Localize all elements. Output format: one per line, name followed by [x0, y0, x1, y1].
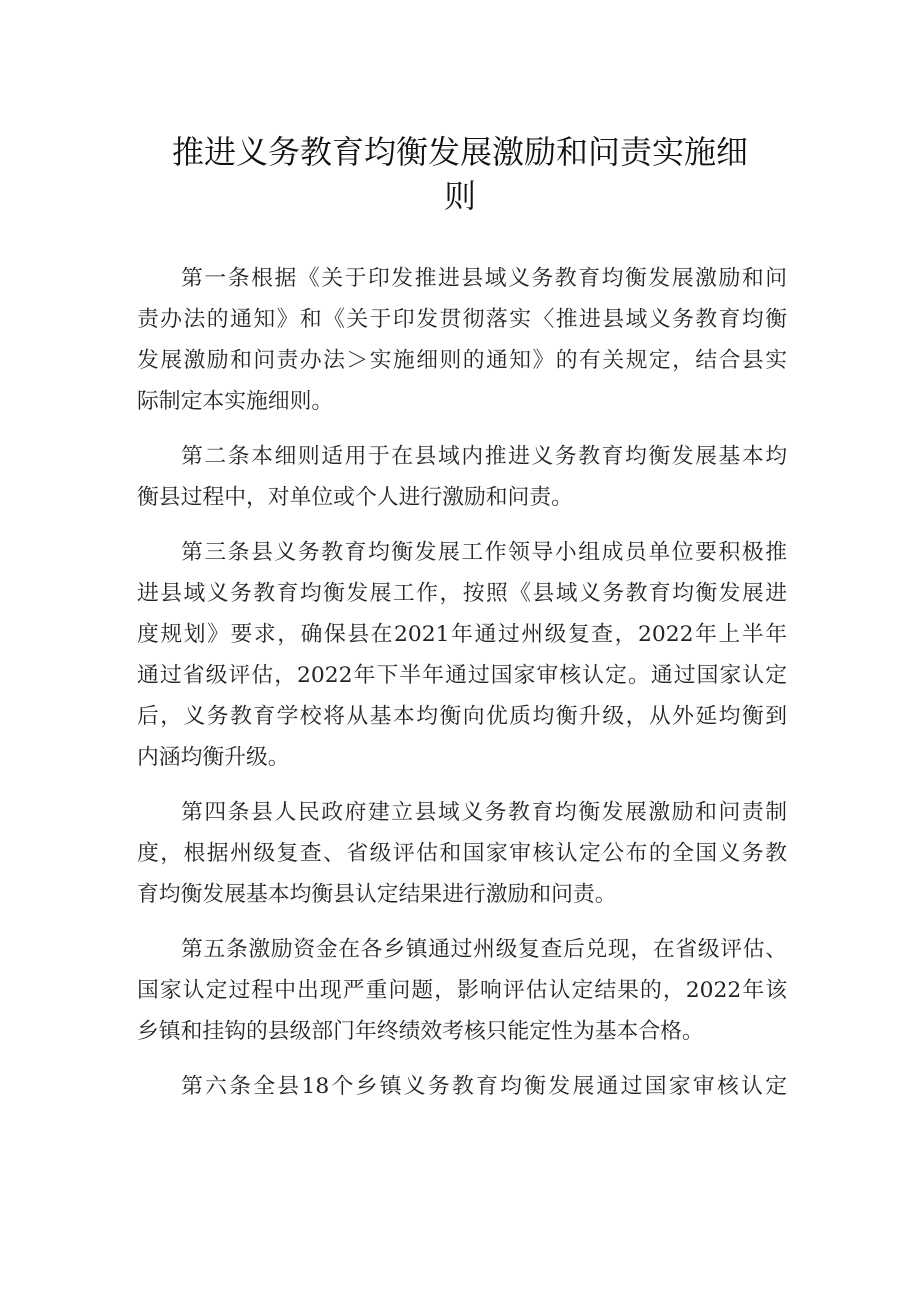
document-title: [135, 130, 785, 218]
paragraph-line: 通过省级评估，2022年下半年通过国家审核认定。通过国家认定: [137, 663, 787, 688]
document-body: [137, 258, 787, 1121]
paragraph-line: 乡镇和挂钩的县级部门年终绩效考核只能定性为基本合格。: [137, 1019, 704, 1044]
paragraph-line: 第一条根据《关于印发推进县域义务教育均衡发展激励和问: [181, 266, 787, 291]
article-2: [137, 436, 787, 518]
article-4: [137, 792, 787, 915]
article-3: [137, 532, 787, 778]
paragraph-line: 育均衡发展基本均衡县认定结果进行激励和问责。: [137, 882, 617, 907]
article-6: [137, 1066, 787, 1107]
paragraph-line: 内涵均衡升级。: [137, 745, 290, 770]
article-1: [137, 258, 787, 422]
paragraph-line: 第六条全县18个乡镇义务教育均衡发展通过国家审核认定: [181, 1074, 787, 1099]
paragraph-line: 责办法的通知》和《关于印发贯彻落实〈推进县域义务教育均衡: [137, 307, 787, 332]
paragraph-line: 第五条激励资金在各乡镇通过州级复查后兑现，在省级评估、: [181, 937, 787, 962]
paragraph-line: 发展激励和问责办法＞实施细则的通知》的有关规定，结合县实: [137, 348, 787, 373]
title-line: 则: [443, 177, 476, 215]
paragraph-line: 际制定本实施细则。: [137, 389, 334, 414]
paragraph-line: 度规划》要求，确保县在2021年通过州级复查，2022年上半年: [137, 622, 787, 647]
paragraph-line: 后，义务教育学校将从基本均衡向优质均衡升级，从外延均衡到: [137, 704, 787, 729]
paragraph-line: 进县域义务教育均衡发展工作，按照《县域义务教育均衡发展进: [137, 581, 787, 606]
paragraph-line: 国家认定过程中出现严重问题，影响评估认定结果的，2022年该: [137, 978, 787, 1003]
title-line: 推进义务教育均衡发展激励和问责实施细: [171, 133, 748, 171]
paragraph-line: 度，根据州级复查、省级评估和国家审核认定公布的全国义务教: [137, 841, 787, 866]
article-5: [137, 929, 787, 1052]
paragraph-line: 第三条县义务教育均衡发展工作领导小组成员单位要积极推: [181, 540, 787, 565]
paragraph-line: 第四条县人民政府建立县域义务教育均衡发展激励和问责制: [181, 800, 787, 825]
paragraph-line: 衡县过程中，对单位或个人进行激励和问责。: [137, 485, 573, 510]
paragraph-line: 第二条本细则适用于在县域内推进义务教育均衡发展基本均: [181, 444, 787, 469]
